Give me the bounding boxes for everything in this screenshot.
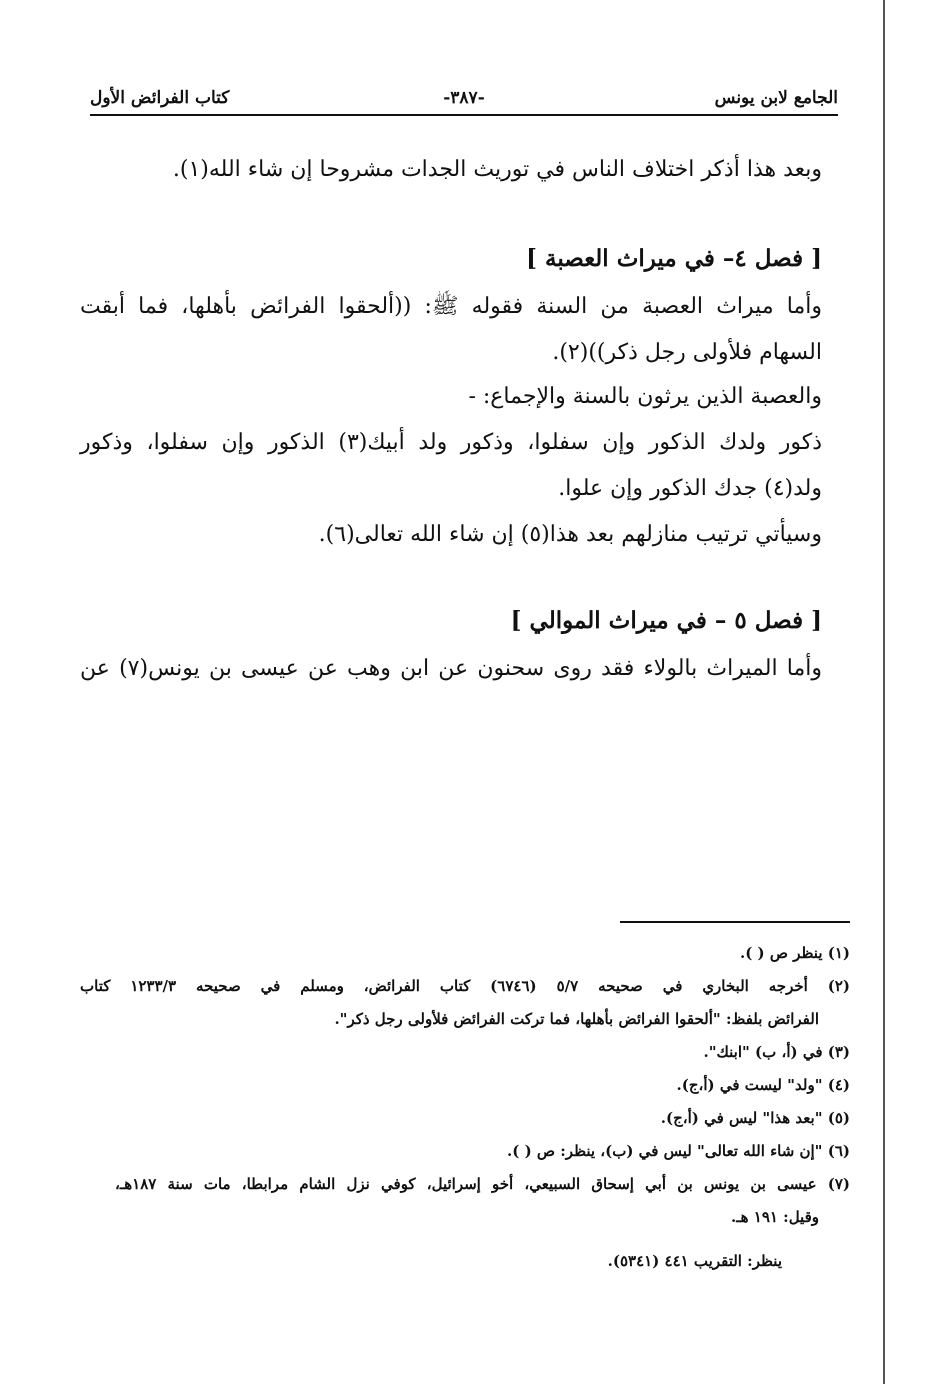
body-line: وبعد هذا أذكر اختلاف الناس في توريث الجدات مشروحا إن شاء الله(١). xyxy=(172,157,822,182)
body-line: ذكور ولدك الذكور وإن سفلوا، وذكور ولد أبيك(٣) الذكور وإن سفلوا، وذكور xyxy=(80,430,822,455)
header-chapter-title: كتاب الفرائض الأول xyxy=(90,88,230,108)
page-edge-line xyxy=(883,0,885,1384)
footnote: (٤) "ولد" ليست في (أ،ج). xyxy=(676,1076,850,1094)
body-line: وأما ميراث العصبة من السنة فقوله ﷺ: ((ألحقوا الفرائض بأهلها، فما أبقت xyxy=(80,294,822,319)
body-line: وأما الميراث بالولاء فقد روى سحنون عن ابن وهب عن عيسى بن يونس(٧) عن xyxy=(80,656,822,681)
running-header xyxy=(90,88,838,114)
footnote-separator xyxy=(620,921,850,923)
body-line: والعصبة الذين يرثون بالسنة والإجماع: - xyxy=(468,384,822,409)
footnote-reference: ينظر: التقريب ٤٤١ (٥٣٤١). xyxy=(607,1252,782,1270)
body-line: ولد(٤) جدك الذكور وإن علوا. xyxy=(558,476,822,501)
header-rule xyxy=(90,114,838,116)
body-line: السهام فلأولى رجل ذكر))(٢). xyxy=(552,340,822,365)
footnote-continuation: الفرائض بلفظ: "ألحقوا الفرائض بأهلها، فما تركت الفرائض فلأولى رجل ذكر". xyxy=(334,1010,819,1028)
header-book-title: الجامع لابن يونس xyxy=(714,88,838,108)
section-heading: [ فصل ٤– في ميراث العصبة ] xyxy=(526,245,822,272)
footnote: (١) ينظر ص ( ). xyxy=(740,944,850,962)
footnote: (٦) "إن شاء الله تعالى" ليس في (ب)، ينظر: ص ( ). xyxy=(507,1142,850,1160)
footnote: (٧) عيسى بن يونس بن أبي إسحاق السبيعي، أخو إسرائيل، كوفي نزل الشام مرابطا، مات سنة ١٨٧هـ، xyxy=(115,1175,850,1193)
page-number: -٣٨٧- xyxy=(443,88,485,108)
body-line: وسيأتي ترتيب منازلهم بعد هذا(٥) إن شاء الله تعالى(٦). xyxy=(318,522,822,547)
footnote: (٢) أخرجه البخاري في صحيحه ٥/٧ (٦٧٤٦) كتاب الفرائض، ومسلم في صحيحه ١٢٣٣/٣ كتاب xyxy=(80,977,850,995)
footnote: (٣) في (أ، ب) "ابنك". xyxy=(703,1043,850,1061)
footnote: (٥) "بعد هذا" ليس في (أ،ج). xyxy=(660,1109,850,1127)
footnote-continuation: وقيل: ١٩١ هـ. xyxy=(731,1208,819,1226)
section-heading: [ فصل ٥ – في ميراث الموالي ] xyxy=(510,607,822,634)
